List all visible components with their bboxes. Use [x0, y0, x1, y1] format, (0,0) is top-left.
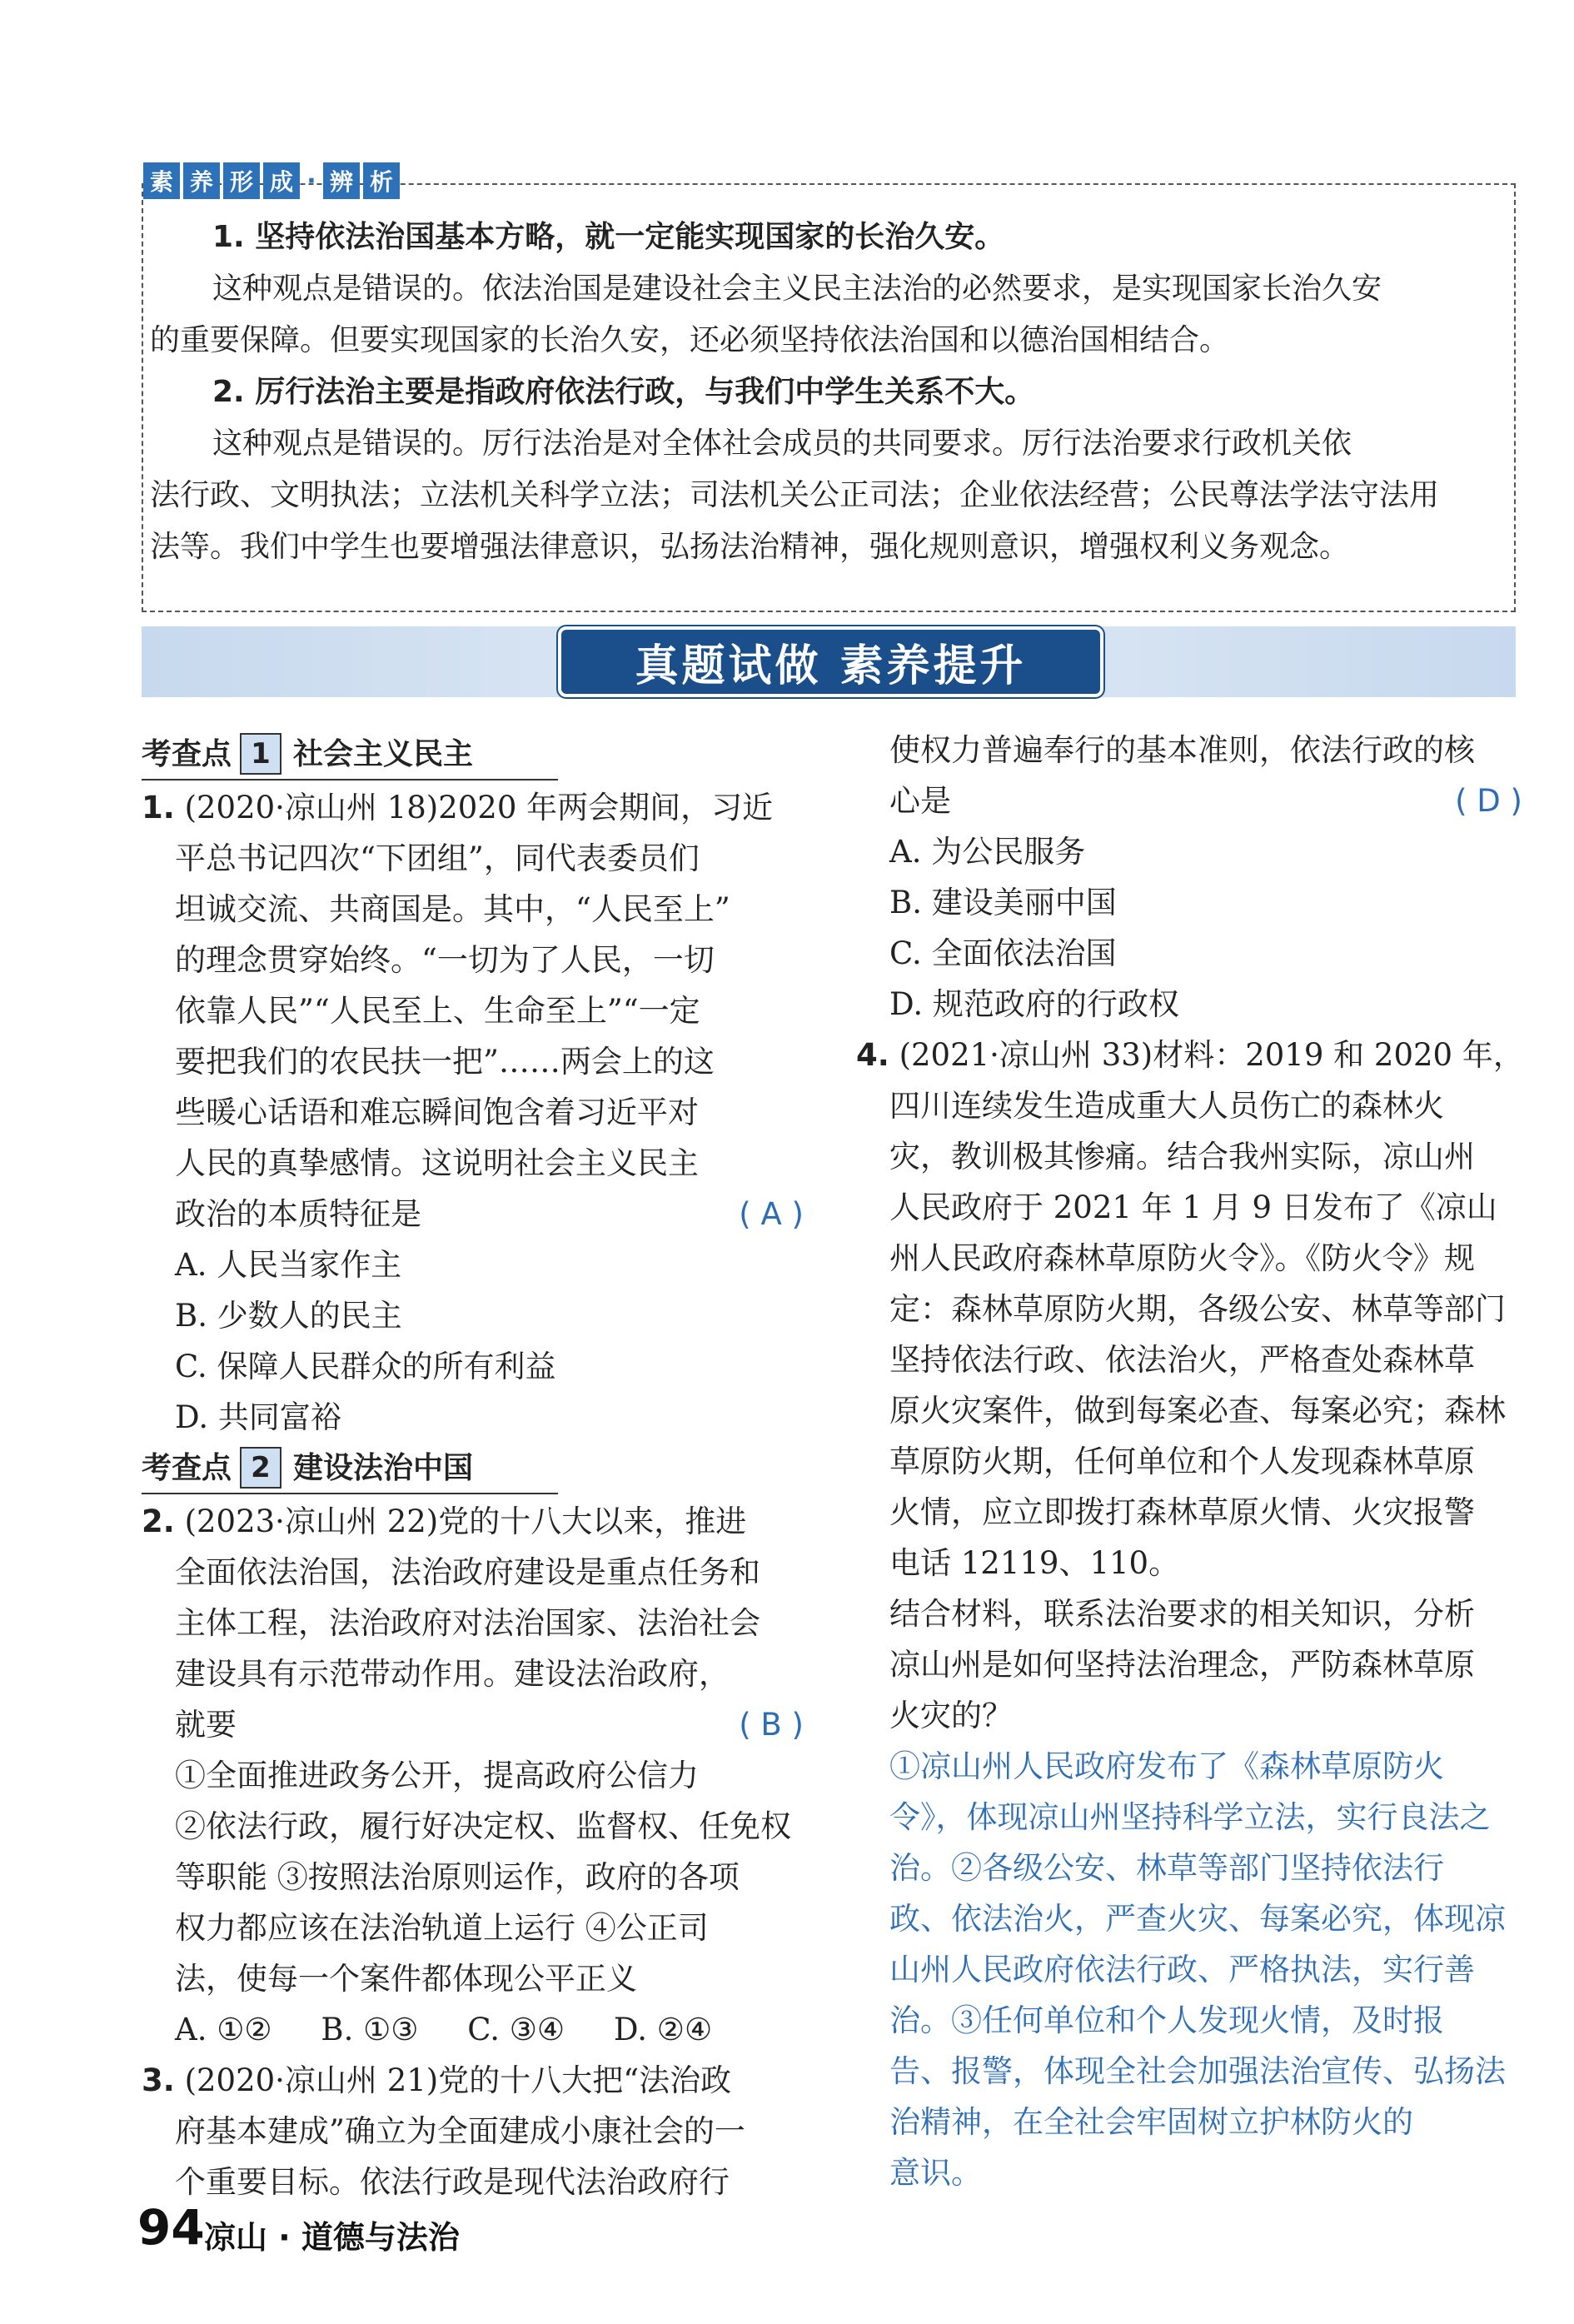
question-text: 心是 [889, 783, 951, 819]
topic-number: 2 [240, 1447, 281, 1489]
tag-char: 辨 [323, 162, 360, 199]
statement: 权力都应该在法治轨道上运行 ④公正司 [175, 1910, 709, 1946]
answer-text: 治精神，在全社会牢固树立护林防火的 [889, 2104, 1413, 2140]
question-4 [856, 1030, 1522, 2198]
question-text: 电话 12119、110。 [889, 1545, 1180, 1581]
option: C. 保障人民群众的所有利益 [175, 1349, 556, 1384]
page-number: 94 [137, 2199, 205, 2256]
answer-text: 治。③任何单位和个人发现火情，及时报 [889, 2002, 1444, 2038]
statement: ①全面推进政务公开，提高政府公信力 [175, 1758, 699, 1793]
option: B. 建设美丽中国 [889, 885, 1117, 920]
question-text: 主体工程，法治政府对法治国家、法治社会 [175, 1605, 760, 1641]
analysis-item1-title: 1. 坚持依法治国基本方略，就一定能实现国家的长治久安。 [212, 220, 1005, 254]
question-number: 4. [856, 1037, 889, 1073]
options-row: A. ①② B. ①③ C. ③④ D. ②④ [175, 2012, 713, 2047]
tag-char: 养 [183, 162, 220, 199]
option: D. 规范政府的行政权 [889, 986, 1179, 1022]
section-title: 真题试做 素养提升 [558, 626, 1103, 697]
question-prompt: 结合材料，联系法治要求的相关知识，分析 [889, 1596, 1475, 1632]
question-text: 原火灾案件，做到每案必查、每案必究；森林 [889, 1393, 1506, 1429]
topic-number: 1 [240, 733, 281, 775]
question-text: 四川连续发生造成重大人员伤亡的森林火 [889, 1088, 1444, 1124]
question-text: 坚持依法行政、依法治火，严格查处森林草 [889, 1342, 1475, 1378]
topic-header [142, 1443, 558, 1494]
right-column [856, 725, 1522, 2198]
question-text: 的理念贯穿始终。“一切为了人民，一切 [175, 942, 715, 978]
question-2 [142, 1496, 804, 2055]
answer-text: 山州人民政府依法行政、严格执法，实行善 [889, 1952, 1475, 1987]
question-text: 建设具有示范带动作用。建设法治政府， [175, 1656, 730, 1692]
answer-mark: ( B ) [739, 1707, 804, 1743]
question-text: 全面依法治国，法治政府建设是重点任务和 [175, 1554, 760, 1590]
question-number: 3. [142, 2062, 175, 2098]
question-text: (2023·凉山州 22)党的十八大以来，推进 [184, 1504, 747, 1539]
question-text: 州人民政府森林草原防火令》。《防火令》规 [889, 1240, 1475, 1276]
tag-char: 形 [223, 162, 260, 199]
answer-text: 政、依法治火，严查火灾、每案必究，体现凉 [889, 1901, 1506, 1937]
statement: 等职能 ③按照法治原则运作，政府的各项 [175, 1859, 740, 1895]
question-text: 坦诚交流、共商国是。其中，“人民至上” [175, 891, 730, 927]
question-3 [142, 2055, 804, 2207]
topic-title: 社会主义民主 [293, 736, 474, 771]
question-number: 1. [142, 790, 175, 825]
question-text: 依靠人民”“人民至上、生命至上”“一定 [175, 993, 700, 1029]
answer-text: 令》，体现凉山州坚持科学立法，实行良法之 [889, 1799, 1491, 1835]
question-text: (2020·凉山州 18)2020 年两会期间，习近 [184, 790, 774, 825]
question-text: 政治的本质特征是 [175, 1196, 421, 1232]
option: A. 人民当家作主 [175, 1247, 402, 1283]
footer-label: 凉山 · 道德与法治 [204, 2219, 460, 2256]
question-text: 人民政府于 2021 年 1 月 9 日发布了《凉山 [889, 1189, 1497, 1225]
question-text: 灾，教训极其惨痛。结合我州实际，凉山州 [889, 1139, 1475, 1174]
analysis-item2-title: 2. 厉行法治主要是指政府依法行政，与我们中学生关系不大。 [212, 375, 1035, 409]
analysis-text: 法行政、文明执法；立法机关科学立法；司法机关公正司法；企业依法经营；公民尊法学法守法用 [150, 478, 1440, 512]
analysis-tag [143, 160, 400, 202]
answer-text: 治。②各级公安、林草等部门坚持依法行 [889, 1850, 1444, 1886]
topic-header [142, 729, 558, 780]
question-text: (2020·凉山州 21)党的十八大把“法治政 [184, 2062, 732, 2098]
statement: 法，使每一个案件都体现公平正义 [175, 1961, 637, 1997]
topic-label: 考查点 [142, 736, 232, 771]
analysis-text: 的重要保障。但要实现国家的长治久安，还必须坚持依法治国和以德治国相结合。 [150, 323, 1230, 357]
question-text: 些暖心话语和难忘瞬间饱含着习近平对 [175, 1095, 699, 1130]
topic-title: 建设法治中国 [293, 1450, 474, 1485]
tag-dot: · [306, 166, 316, 196]
question-text: 使权力普遍奉行的基本准则，依法行政的核 [889, 732, 1475, 768]
option: A. 为公民服务 [889, 834, 1086, 870]
answer-text: ①凉山州人民政府发布了《森林草原防火 [889, 1748, 1444, 1784]
question-text: 草原防火期，任何单位和个人发现森林草原 [889, 1444, 1475, 1479]
question-text: 平总书记四次“下团组”，同代表委员们 [175, 840, 700, 876]
analysis-text: 这种观点是错误的。依法治国是建设社会主义民主法治的必然要求，是实现国家长治久安 [212, 272, 1382, 306]
option: D. 共同富裕 [175, 1399, 341, 1435]
question-text: 就要 [175, 1707, 237, 1743]
tag-char: 析 [363, 162, 400, 199]
answer-text: 意识。 [889, 2155, 982, 2191]
tag-char: 成 [263, 162, 300, 199]
question-text: 府基本建成”确立为全面建成小康社会的一 [175, 2113, 745, 2149]
question-1 [142, 782, 804, 1443]
tag-char: 素 [143, 162, 180, 199]
topic-label: 考查点 [142, 1450, 232, 1485]
question-prompt: 火灾的？ [889, 1698, 1013, 1733]
answer-text: 告、报警，体现全社会加强法治宣传、弘扬法 [889, 2053, 1506, 2089]
question-text: 火情，应立即拨打森林草原火情、火灾报警 [889, 1494, 1475, 1530]
question-text: 定：森林草原防火期，各级公安、林草等部门 [889, 1291, 1506, 1327]
analysis-text: 法等。我们中学生也要增强法律意识，弘扬法治精神，强化规则意识，增强权利义务观念。 [150, 530, 1350, 564]
option: B. 少数人的民主 [175, 1298, 402, 1334]
question-text: 人民的真挚感情。这说明社会主义民主 [175, 1145, 699, 1181]
question-number: 2. [142, 1504, 175, 1539]
question-text: (2021·凉山州 33)材料：2019 和 2020 年， [899, 1037, 1524, 1073]
question-text: 个重要目标。依法行政是现代法治政府行 [175, 2164, 730, 2200]
question-prompt: 凉山州是如何坚持法治理念，严防森林草原 [889, 1647, 1475, 1683]
left-column [142, 729, 804, 2207]
answer-mark: ( A ) [739, 1196, 804, 1232]
answer-mark: ( D ) [1455, 783, 1522, 819]
option: C. 全面依法治国 [889, 935, 1117, 971]
question-text: 要把我们的农民扶一把”……两会上的这 [175, 1044, 715, 1080]
analysis-text: 这种观点是错误的。厉行法治是对全体社会成员的共同要求。厉行法治要求行政机关依 [212, 426, 1352, 461]
statement: ②依法行政，履行好决定权、监督权、任免权 [175, 1808, 791, 1844]
